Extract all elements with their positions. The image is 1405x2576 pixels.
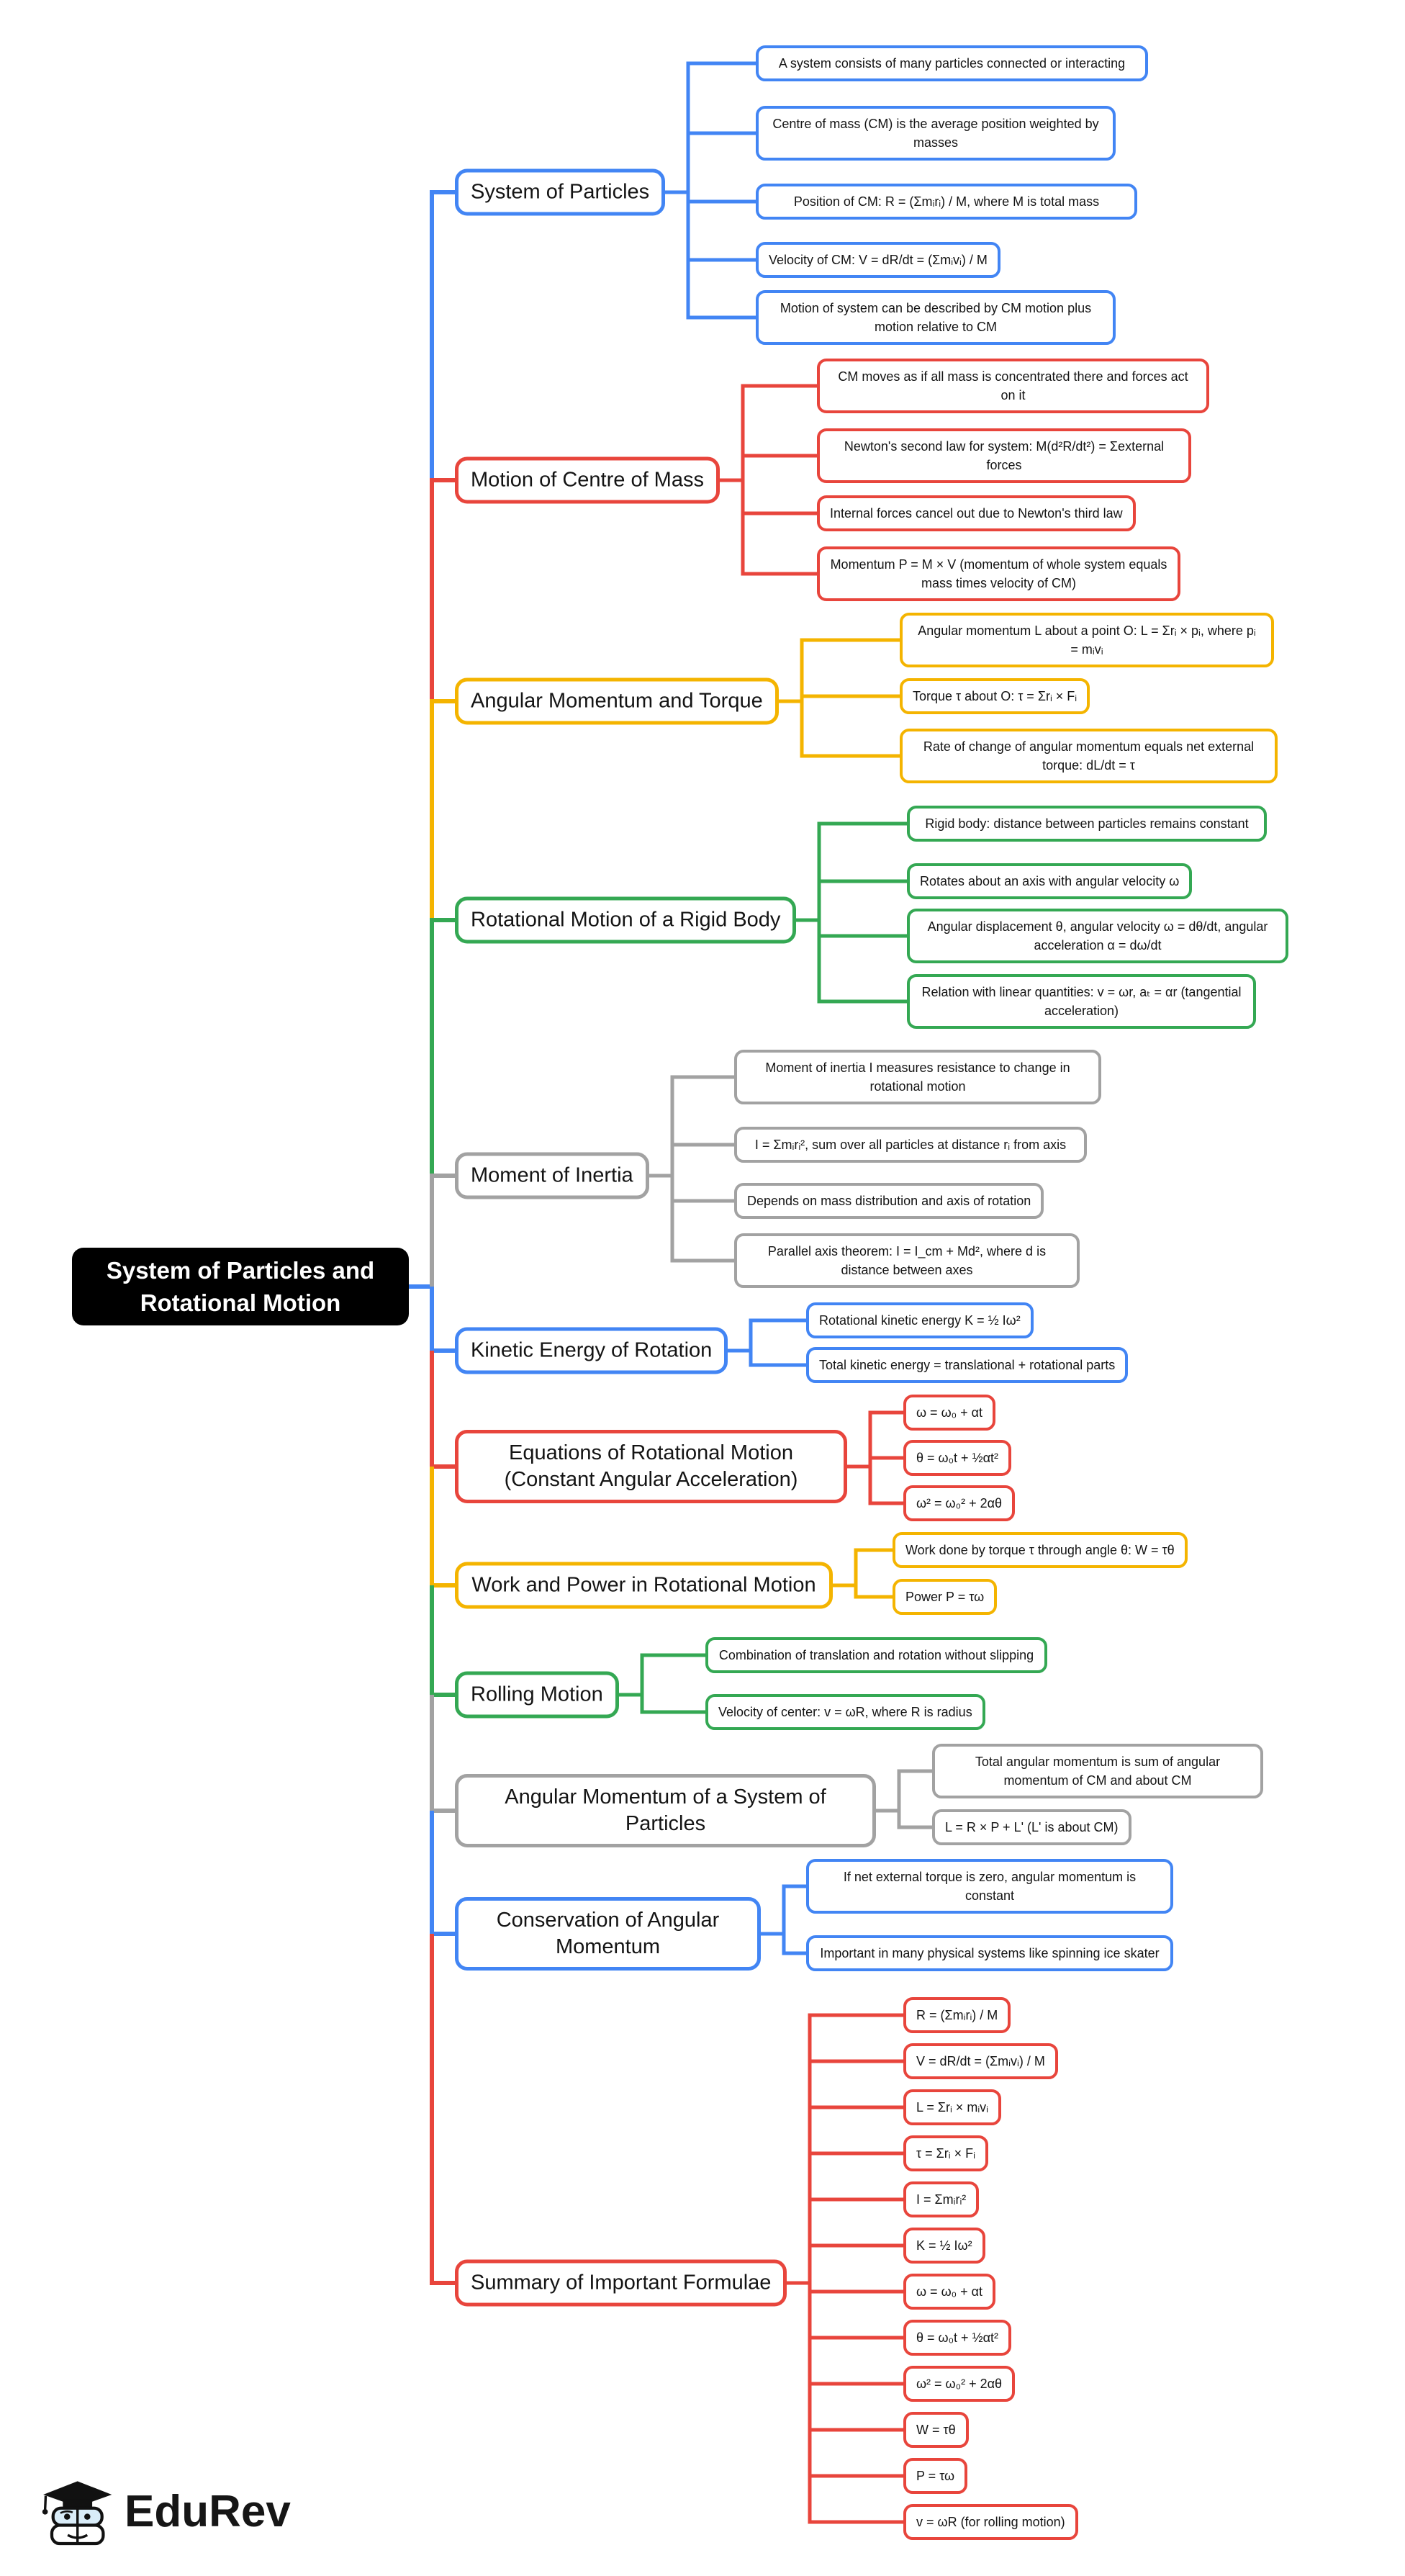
leaf-node-rotational-motion-of-a-rigid-body-4: Relation with linear quantities: v = ωr, aₜ = αr (tangential acceleration) <box>907 974 1256 1029</box>
brand-logo <box>40 2471 291 2552</box>
leaf-node-moment-of-inertia-2: I = Σmᵢrᵢ², sum over all particles at distance rᵢ from axis <box>734 1127 1087 1163</box>
central-topic-node: System of Particles and Rotational Motion <box>72 1248 409 1325</box>
leaf-node-system-of-particles-4: Velocity of CM: V = dR/dt = (Σmᵢvᵢ) / M <box>756 242 1000 278</box>
leaf-node-work-and-power-in-rotational-motion-2: Power P = τω <box>893 1579 997 1615</box>
leaf-node-system-of-particles-3: Position of CM: R = (Σmᵢrᵢ) / M, where M is total mass <box>756 184 1137 220</box>
leaf-node-angular-momentum-and-torque-2: Torque τ about O: τ = Σrᵢ × Fᵢ <box>900 678 1090 714</box>
leaf-node-kinetic-energy-of-rotation-2: Total kinetic energy = translational + rotational parts <box>806 1347 1128 1383</box>
leaf-node-equations-of-rotational-motion-constant--3: ω² = ω₀² + 2αθ <box>903 1485 1015 1521</box>
leaf-node-angular-momentum-of-a-system-of-particle-1: Total angular momentum is sum of angular momentum of CM and about CM <box>932 1744 1263 1798</box>
leaf-node-summary-of-important-formulae-3: L = Σrᵢ × mᵢvᵢ <box>903 2089 1001 2125</box>
leaf-node-summary-of-important-formulae-4: τ = Σrᵢ × Fᵢ <box>903 2135 988 2171</box>
leaf-node-summary-of-important-formulae-12: v = ωR (for rolling motion) <box>903 2504 1078 2540</box>
leaf-node-angular-momentum-and-torque-3: Rate of change of angular momentum equals net external torque: dL/dt = τ <box>900 729 1278 783</box>
leaf-node-motion-of-centre-of-mass-1: CM moves as if all mass is concentrated there and forces act on it <box>817 359 1209 413</box>
branch-node-equations-of-rotational-motion-constant-: Equations of Rotational Motion (Constant Angular Acceleration) <box>455 1430 847 1503</box>
leaf-node-angular-momentum-and-torque-1: Angular momentum L about a point O: L = Σrᵢ × pᵢ, where pᵢ = mᵢvᵢ <box>900 613 1274 667</box>
leaf-node-summary-of-important-formulae-11: P = τω <box>903 2458 967 2494</box>
leaf-node-summary-of-important-formulae-10: W = τθ <box>903 2412 969 2448</box>
branch-node-work-and-power-in-rotational-motion: Work and Power in Rotational Motion <box>455 1562 833 1609</box>
leaf-node-angular-momentum-of-a-system-of-particle-2: L = R × P + L' (L' is about CM) <box>932 1809 1131 1845</box>
leaf-node-conservation-of-angular-momentum-1: If net external torque is zero, angular momentum is constant <box>806 1859 1173 1914</box>
leaf-node-rotational-motion-of-a-rigid-body-2: Rotates about an axis with angular velocity ω <box>907 863 1192 899</box>
branch-node-angular-momentum-and-torque: Angular Momentum and Torque <box>455 678 779 725</box>
leaf-node-summary-of-important-formulae-9: ω² = ω₀² + 2αθ <box>903 2366 1015 2402</box>
leaf-node-work-and-power-in-rotational-motion-1: Work done by torque τ through angle θ: W = τθ <box>893 1532 1188 1568</box>
leaf-node-summary-of-important-formulae-8: θ = ω₀t + ½αt² <box>903 2320 1011 2356</box>
branch-node-moment-of-inertia: Moment of Inertia <box>455 1153 649 1199</box>
leaf-node-summary-of-important-formulae-2: V = dR/dt = (Σmᵢvᵢ) / M <box>903 2043 1058 2079</box>
leaf-node-summary-of-important-formulae-5: I = Σmᵢrᵢ² <box>903 2181 979 2217</box>
leaf-node-conservation-of-angular-momentum-2: Important in many physical systems like spinning ice skater <box>806 1935 1173 1971</box>
leaf-node-rolling-motion-2: Velocity of center: v = ωR, where R is radius <box>705 1694 985 1730</box>
leaf-node-moment-of-inertia-3: Depends on mass distribution and axis of rotation <box>734 1183 1044 1219</box>
branch-node-rotational-motion-of-a-rigid-body: Rotational Motion of a Rigid Body <box>455 897 796 944</box>
branch-node-motion-of-centre-of-mass: Motion of Centre of Mass <box>455 457 720 504</box>
leaf-node-equations-of-rotational-motion-constant--2: θ = ω₀t + ½αt² <box>903 1440 1011 1476</box>
leaf-node-kinetic-energy-of-rotation-1: Rotational kinetic energy K = ½ Iω² <box>806 1302 1034 1338</box>
leaf-node-summary-of-important-formulae-7: ω = ω₀ + αt <box>903 2274 995 2310</box>
leaf-node-system-of-particles-2: Centre of mass (CM) is the average position weighted by masses <box>756 106 1116 161</box>
leaf-node-equations-of-rotational-motion-constant--1: ω = ω₀ + αt <box>903 1395 995 1431</box>
leaf-node-motion-of-centre-of-mass-4: Momentum P = M × V (momentum of whole system equals mass times velocity of CM) <box>817 546 1180 601</box>
leaf-node-rotational-motion-of-a-rigid-body-3: Angular displacement θ, angular velocity ω = dθ/dt, angular acceleration α = dω/dt <box>907 909 1288 963</box>
branch-node-system-of-particles: System of Particles <box>455 169 665 216</box>
leaf-node-rotational-motion-of-a-rigid-body-1: Rigid body: distance between particles remains constant <box>907 806 1267 842</box>
leaf-node-moment-of-inertia-4: Parallel axis theorem: I = I_cm + Md², where d is distance between axes <box>734 1233 1080 1288</box>
brand-name: EduRev <box>125 2486 291 2536</box>
branch-node-angular-momentum-of-a-system-of-particle: Angular Momentum of a System of Particles <box>455 1774 876 1847</box>
leaf-node-summary-of-important-formulae-1: R = (Σmᵢrᵢ) / M <box>903 1997 1011 2033</box>
leaf-node-summary-of-important-formulae-6: K = ½ Iω² <box>903 2228 985 2264</box>
branch-node-kinetic-energy-of-rotation: Kinetic Energy of Rotation <box>455 1328 728 1374</box>
leaf-node-system-of-particles-5: Motion of system can be described by CM motion plus motion relative to CM <box>756 290 1116 345</box>
leaf-node-motion-of-centre-of-mass-2: Newton's second law for system: M(d²R/dt²) = Σexternal forces <box>817 428 1191 483</box>
branch-node-conservation-of-angular-momentum: Conservation of Angular Momentum <box>455 1897 761 1971</box>
leaf-node-moment-of-inertia-1: Moment of inertia I measures resistance to change in rotational motion <box>734 1050 1101 1104</box>
leaf-node-rolling-motion-1: Combination of translation and rotation without slipping <box>705 1637 1047 1673</box>
leaf-node-motion-of-centre-of-mass-3: Internal forces cancel out due to Newton's third law <box>817 495 1136 531</box>
branch-node-summary-of-important-formulae: Summary of Important Formulae <box>455 2260 787 2307</box>
leaf-node-system-of-particles-1: A system consists of many particles connected or interacting <box>756 45 1148 81</box>
branch-node-rolling-motion: Rolling Motion <box>455 1672 619 1719</box>
graduation-cap-books-icon <box>40 2471 113 2552</box>
